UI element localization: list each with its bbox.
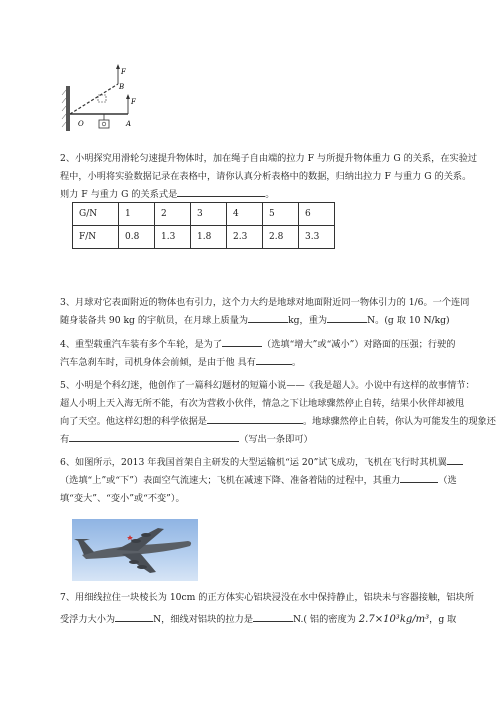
table-row	[73, 203, 335, 226]
q5-blank-2[interactable]	[69, 431, 239, 442]
q3-mass-blank[interactable]	[248, 312, 288, 323]
q2-line1: 2、小明探究用滑轮匀速提升物体时，加在绳子自由端的拉力 F 与所提升物体重力 G 的关系，在实验过	[60, 153, 478, 164]
q5-text-d: （写出一条即可）	[239, 434, 313, 445]
table-cell: 5	[263, 203, 299, 226]
q7-tension-blank[interactable]	[253, 611, 293, 622]
label-f-top: F	[121, 68, 126, 76]
q7-text-b: N，细线对铝块的拉力是	[153, 614, 254, 625]
q3-text-a: 随身装备共 90 kg 的宇航员，在月球上质量为	[60, 315, 249, 326]
q7-text-c: N.( 铝的密度为	[293, 614, 356, 625]
q7-text-d: ，g 取	[429, 614, 457, 625]
q5-line1: 5、小明是个科幻迷，他创作了一篇科幻题材的短篇小说——《我是超人》。小说中有这样的故事情节：	[60, 380, 475, 391]
q6-blank-2[interactable]	[400, 472, 438, 483]
table-cell: 3	[191, 203, 227, 226]
q7-density: 2.7×10³kg/m³	[358, 614, 430, 625]
transport-plane-photo	[72, 519, 198, 581]
table-cell: 0.8	[119, 226, 155, 249]
q5-line4	[60, 431, 465, 449]
q7-line1: 7、用细线拉住一块棱长为 10cm 的正方体实心铝块浸没在水中保持静止，铝块未与容器接触，铝块所	[60, 592, 474, 603]
table-cell: 6	[299, 203, 335, 226]
question-4	[60, 336, 465, 372]
q7-line2	[60, 611, 465, 629]
table-cell: F/N	[73, 226, 119, 249]
q6-line2	[60, 472, 465, 490]
q4-text-b: （选填“增大”或“减小”）对路面的压强；行驶的	[262, 339, 456, 350]
q6-blank-1[interactable]	[447, 454, 463, 465]
q5-line2: 超人小明上天入海无所不能，有次为营救小伙伴，情急之下让地球骤然停止自转，结果小伙伴却被甩	[60, 398, 465, 409]
table-cell: 2.8	[263, 226, 299, 249]
question-7	[60, 589, 474, 629]
table-cell: 3.3	[299, 226, 335, 249]
label-o: O	[78, 120, 84, 128]
q7-text-a: 受浮力大小为	[60, 614, 116, 625]
weight-block	[99, 120, 109, 128]
table-cell: 4	[227, 203, 263, 226]
question-5	[60, 377, 496, 449]
q2-answer-blank[interactable]	[177, 186, 265, 197]
table-cell: 1.3	[155, 226, 191, 249]
q4-line2	[60, 354, 465, 372]
q2-line3-end: 。	[265, 189, 275, 200]
q7-buoyancy-blank[interactable]	[115, 611, 153, 622]
table-row	[73, 226, 335, 249]
lever-figure	[0, 0, 500, 150]
table-cell: G/N	[73, 203, 119, 226]
label-f-right: F	[131, 98, 136, 106]
q3-text-b: kg，重为	[288, 315, 328, 326]
label-a: A	[126, 120, 132, 128]
q4-text-c: 汽车急刹车时，司机身体会前倾，是由于他 具有	[60, 357, 256, 368]
label-b: B	[119, 83, 125, 91]
q6-line1	[60, 454, 465, 472]
q6-text-c: （选	[438, 475, 457, 486]
q3-line2	[60, 312, 465, 330]
q5-text-a: 向了天空。他这样幻想的科学依据是	[60, 416, 207, 427]
q2-line3-text: 则力 F 与重力 G 的关系式是	[60, 189, 178, 200]
q4-line1	[60, 336, 465, 354]
q4-blank-1[interactable]	[222, 336, 262, 347]
table-cell: 1.8	[191, 226, 227, 249]
table-cell: 2.3	[227, 226, 263, 249]
data-table	[72, 202, 335, 249]
question-6	[60, 454, 465, 508]
q5-text-b: 。地球骤然停止自转，你认为可能发生的现象还	[303, 416, 496, 427]
q3-weight-blank[interactable]	[327, 312, 367, 323]
q2-line2: 程中，小明将实验数据记录在表格中，请你认真分析表格中的数据，归纳出拉力 F 与重力 G 的关系。	[60, 171, 472, 182]
lever-dashed	[70, 84, 118, 114]
question-3	[60, 294, 470, 330]
q3-text-c: N。(g 取 10 N/kg)	[367, 315, 450, 326]
table-cell: 2	[155, 203, 191, 226]
q4-text-d: 。	[291, 357, 302, 368]
q6-line3: 填“变大”、“变小”或“不变”）。	[60, 493, 185, 504]
q5-text-c: 有	[60, 434, 70, 445]
q3-line1: 3、月球对它表面附近的物体也有引力，这个力大约是地球对地面附近同一物体引力的 1/6。一个连同	[60, 297, 470, 308]
q4-blank-2[interactable]	[256, 354, 292, 365]
q6-text-a: 6、如图所示，2013 年我国首架自主研发的大型运输机“运 20”试飞成功，飞机在飞行时其机翼	[60, 457, 447, 468]
q6-text-b: （选填“上”或“下”）表面空气流速大；飞机在减速下降、准备着陆的过程中，其重力	[60, 475, 401, 486]
q5-blank-1[interactable]	[207, 413, 303, 424]
q4-text-a: 4、重型载重汽车装有多个车轮，是为了	[60, 339, 223, 350]
table-cell: 1	[119, 203, 155, 226]
q5-line3	[60, 413, 496, 431]
question-2	[60, 150, 478, 204]
wall	[66, 86, 70, 131]
